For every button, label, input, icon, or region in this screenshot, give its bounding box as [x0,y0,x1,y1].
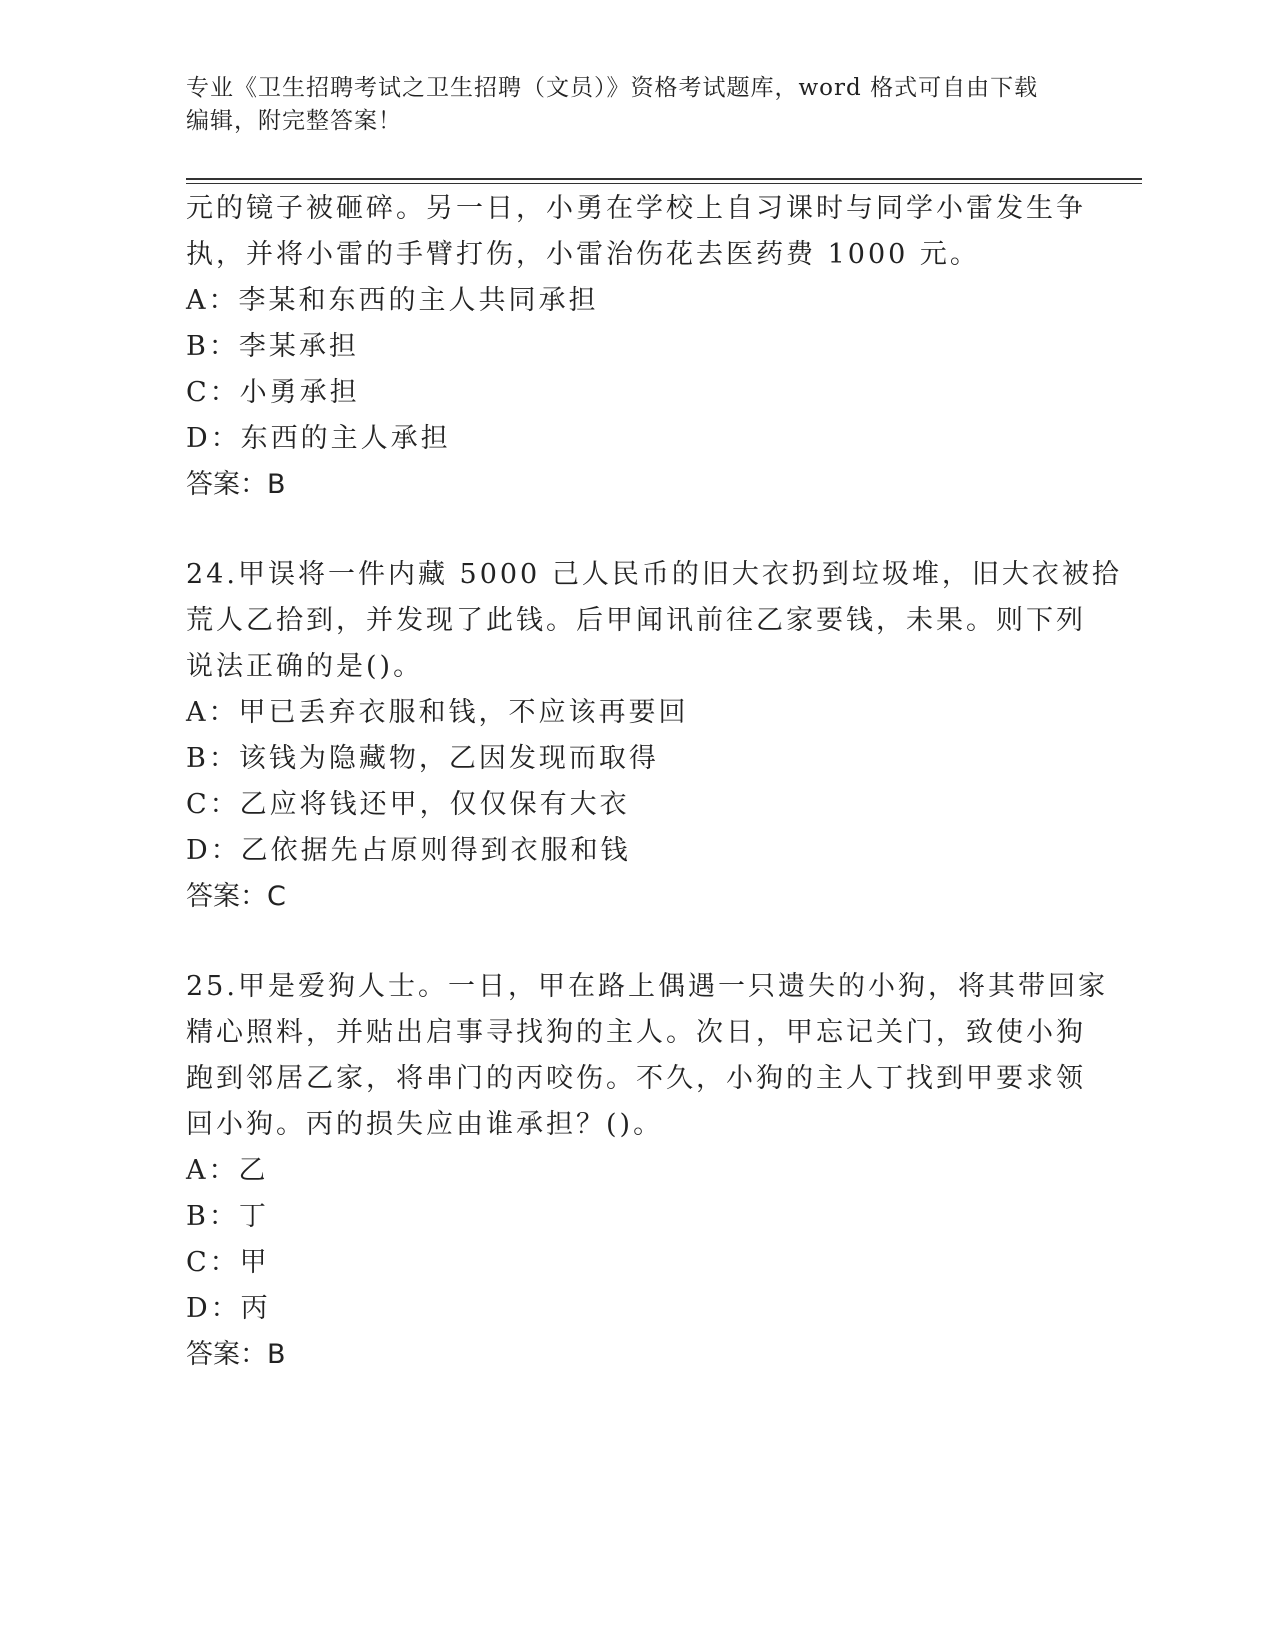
option-a: A：甲已丢弃衣服和钱，不应该再要回 [186,697,689,728]
answer-line: 答案：B [186,469,286,500]
header-divider-thin [186,183,1142,184]
question-spacer [186,920,1086,964]
question-content [186,186,1122,1378]
question-stem-line: 元的镜子被砸碎。另一日，小勇在学校上自习课时与同学小雷发生争 [186,193,1086,224]
document-header [186,72,1086,138]
option-b: B：李某承担 [186,331,359,362]
header-line-2: 编辑，附完整答案！ [186,108,402,134]
question-stem-line: 回小狗。丙的损失应由谁承担？()。 [186,1109,664,1140]
header-line-1: 专业《卫生招聘考试之卫生招聘（文员）》资格考试题库，word 格式可自由下载 [186,75,1039,101]
question-stem-line: 25.甲是爱狗人士。一日，甲在路上偶遇一只遗失的小狗，将其带回家 [186,971,1108,1002]
option-d: D：丙 [186,1293,271,1324]
question-stem-line: 荒人乙拾到，并发现了此钱。后甲闻讯前往乙家要钱，未果。则下列 [186,605,1086,636]
option-c: C：甲 [186,1247,270,1278]
option-c: C：乙应将钱还甲，仅仅保有大衣 [186,789,630,820]
option-a: A：乙 [186,1155,269,1186]
question-stem-line: 说法正确的是()。 [186,651,424,682]
option-a: A：李某和东西的主人共同承担 [186,285,599,316]
question-23-continued [186,186,1086,508]
option-b: B：该钱为隐藏物，乙因发现而取得 [186,743,659,774]
question-25 [186,964,1108,1378]
answer-line: 答案：C [186,881,286,912]
question-spacer [186,508,1086,552]
option-b: B：丁 [186,1201,269,1232]
option-d: D：乙依据先占原则得到衣服和钱 [186,835,631,866]
answer-line: 答案：B [186,1339,286,1370]
question-stem-line: 24.甲误将一件内藏 5000 己人民币的旧大衣扔到垃圾堆，旧大衣被拾 [186,559,1122,590]
question-24 [186,552,1122,920]
header-divider-thick [186,178,1142,180]
question-stem-line: 跑到邻居乙家，将串门的丙咬伤。不久，小狗的主人丁找到甲要求领 [186,1063,1086,1094]
option-d: D：东西的主人承担 [186,423,451,454]
option-c: C：小勇承担 [186,377,360,408]
question-stem-line: 执，并将小雷的手臂打伤，小雷治伤花去医药费 1000 元。 [186,239,980,270]
question-stem-line: 精心照料，并贴出启事寻找狗的主人。次日，甲忘记关门，致使小狗 [186,1017,1086,1048]
